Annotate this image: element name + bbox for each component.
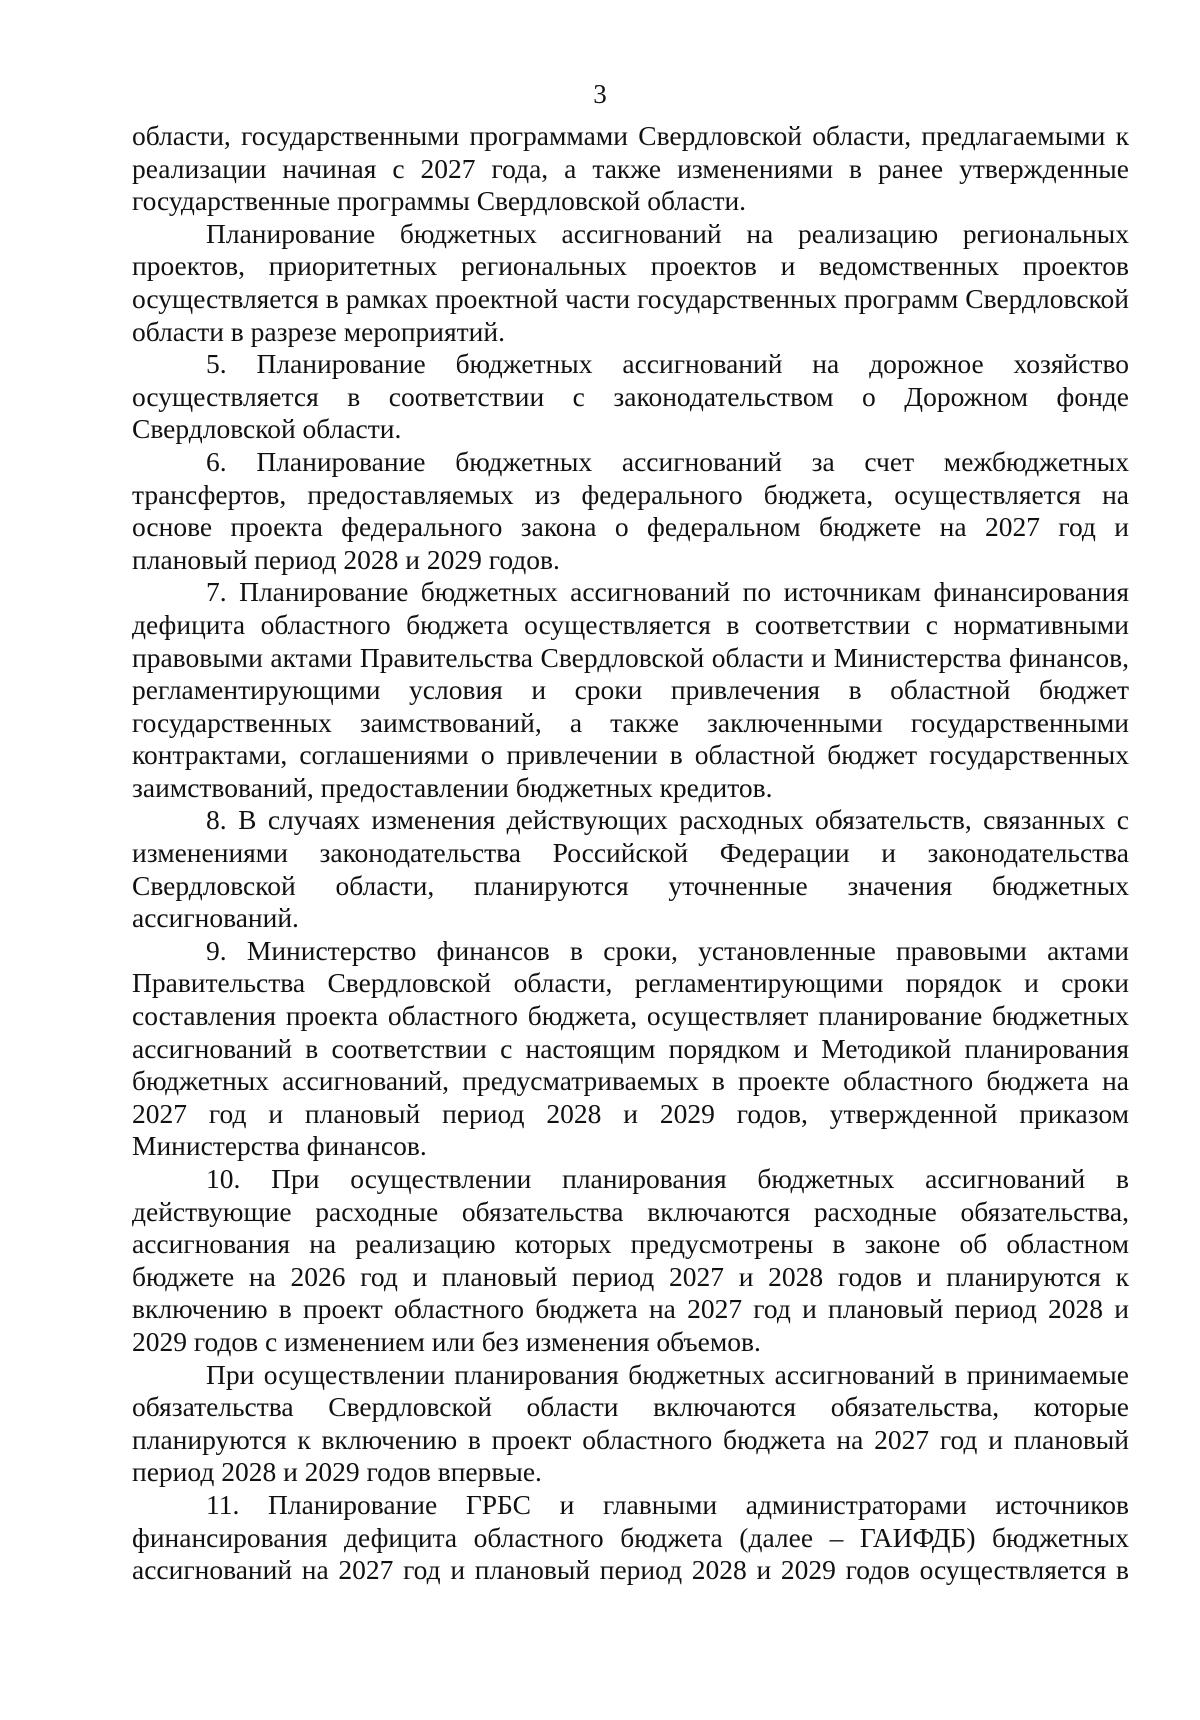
paragraph-item-9: 9. Министерство финансов в сроки, установленные правовыми актами Правительства Свердловской области, регламентирующими порядок и сроки составления проекта областного бюджета, осуществляет планирование бюджетных ассигнований в соответствии с настоящим порядком и Методикой планирования бюджетных ассигнований, предусматриваемых в проекте областного бюджета на 2027 год и плановый период 2028 и 2029 годов, утвержденной приказом Министерства финансов.: [132, 934, 1129, 1162]
paragraph-new-obligations: При осуществлении планирования бюджетных ассигнований в принимаемые обязательства Свердловской области включаются обязательства, которые планируются к включению в проект областного бюджета на 2027 год и плановый период 2028 и 2029 годов впервые.: [132, 1358, 1129, 1488]
paragraph-item-7: 7. Планирование бюджетных ассигнований по источникам финансирования дефицита областного бюджета осуществляется в соответствии с нормативными правовыми актами Правительства Свердловской области и Министерства финансов, регламентирующими условия и сроки привлечения в областной бюджет государственных заимствований, а также заключенными государственными контрактами, соглашениями о привлечении в областной бюджет государственных заимствований, предоставлении бюджетных кредитов.: [132, 576, 1129, 803]
paragraph-continuation: области, государственными программами Свердловской области, предлагаемыми к реализации начиная с 2027 года, а также изменениями в ранее утвержденные государственные программы Свердловской области.: [132, 120, 1129, 217]
paragraph-item-11: 11. Планирование ГРБС и главными администраторами источников финансирования дефицита областного бюджета (далее – ГАИФДБ) бюджетных ассигнований на 2027 год и плановый период 2028 и 2029 годов осуществляется в: [132, 1488, 1129, 1586]
paragraph-item-10: 10. При осуществлении планирования бюджетных ассигнований в действующие расходные обязательства включаются расходные обязательства, ассигнования на реализацию которых предусмотрены в законе об областном бюджете на 2026 год и плановый период 2027 и 2028 годов и планируются к включению в проект областного бюджета на 2027 год и плановый период 2028 и 2029 годов с изменением или без изменения объемов.: [132, 1163, 1129, 1357]
paragraph-item-6: 6. Планирование бюджетных ассигнований за счет межбюджетных трансфертов, предоставляемых из федерального бюджета, осуществляется на основе проекта федерального закона о федеральном бюджете на 2027 год и плановый период 2028 и 2029 годов.: [132, 445, 1129, 575]
paragraph-regional-projects: Планирование бюджетных ассигнований на реализацию региональных проектов, приоритетных региональных проектов и ведомственных проектов осуществляется в рамках проектной части государственных программ Свердловской области в разрезе мероприятий.: [132, 217, 1129, 347]
paragraph-item-5: 5. Планирование бюджетных ассигнований на дорожное хозяйство осуществляется в соответствии с законодательством о Дорожном фонде Свердловской области.: [132, 348, 1129, 445]
page-number: 3: [593, 79, 607, 109]
paragraph-item-8: 8. В случаях изменения действующих расходных обязательств, связанных с изменениями законодательства Российской Федерации и законодательства Свердловской области, планируются уточненные значения бюджетных ассигнований.: [132, 804, 1129, 934]
document-body: [132, 120, 1129, 1587]
